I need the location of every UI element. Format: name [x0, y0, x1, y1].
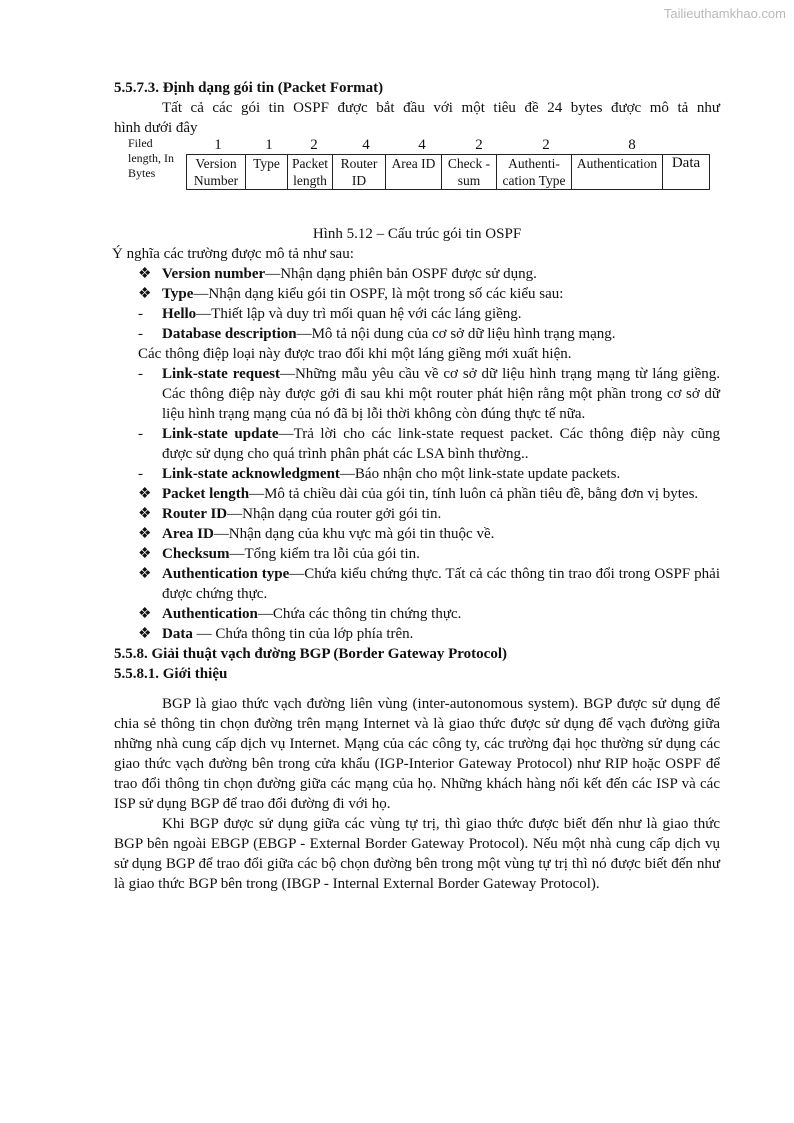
- field-authentication: Authentication: [572, 155, 663, 190]
- section-heading-5573: 5.5.7.3. Định dạng gói tin (Packet Format): [114, 80, 384, 96]
- table-row: [187, 155, 710, 190]
- list-item: ❖ Type—Nhận dạng kiểu gói tin OSPF, là một trong số các kiểu sau:: [138, 286, 564, 302]
- dash-bullet: -: [138, 306, 143, 322]
- intro-line-2: hình dưới đây: [114, 120, 198, 136]
- diamond-bullet-icon: ❖: [138, 546, 152, 562]
- intro-line-1: Tất cả các gói tin OSPF được bắt đầu với một tiêu đề 24 bytes được mô tả như: [162, 100, 720, 116]
- size-type: 1: [265, 137, 273, 153]
- diamond-bullet-icon: ❖: [138, 286, 152, 302]
- field-packet-length: Packet length: [288, 155, 333, 190]
- list-item: - Link-state acknowledgment—Báo nhận cho một link-state update packets.: [138, 466, 621, 482]
- field-version-number: Version Number: [187, 155, 246, 190]
- size-checksum: 2: [475, 137, 483, 153]
- packet-format-table: [186, 154, 710, 190]
- dash-bullet: -: [138, 466, 143, 482]
- document-page: [114, 78, 720, 894]
- list-item: ❖ Authentication type—Chứa kiểu chứng thực. Tất cả các thông tin trao đổi trong OSPF phải được chứng thực.: [138, 566, 720, 602]
- list-item: ❖ Area ID—Nhận dạng của khu vực mà gói tin thuộc về.: [138, 526, 495, 542]
- dash-bullet: -: [138, 366, 143, 382]
- list-item: ❖ Data — Chứa thông tin của lớp phía trên.: [138, 626, 414, 642]
- diamond-bullet-icon: ❖: [138, 626, 152, 642]
- diamond-bullet-icon: ❖: [138, 526, 152, 542]
- size-packet-length: 2: [310, 137, 318, 153]
- size-authentication: 8: [628, 137, 636, 153]
- section-heading-558: 5.5.8. Giải thuật vạch đường BGP (Border Gateway Protocol): [114, 646, 507, 662]
- size-version: 1: [214, 137, 222, 153]
- diamond-bullet-icon: ❖: [138, 606, 152, 622]
- diamond-bullet-icon: ❖: [138, 486, 152, 502]
- field-router-id: Router ID: [333, 155, 386, 190]
- diamond-bullet-icon: ❖: [138, 566, 152, 582]
- field-checksum: Check - sum: [442, 155, 497, 190]
- filed-length-label: Filed length, In Bytes: [128, 136, 174, 180]
- list-item: ❖ Packet length—Mô tả chiều dài của gói tin, tính luôn cả phần tiêu đề, bằng đơn vị bytes.: [138, 486, 699, 502]
- field-area-id: Area ID: [386, 155, 442, 190]
- packet-format-figure: [114, 138, 720, 206]
- dash-bullet: -: [138, 326, 143, 342]
- bgp-paragraph-1: BGP là giao thức vạch đường liên vùng (inter-autonomous system). BGP được sử dụng để chia sẻ thông tin chọn đường trên mạng Internet và là giao thức được sử dụng để vạch đường giữa những nhà cung cấp dịch vụ Internet. Mạng của các công ty, các trường đại học thường sử dụng các giao thức vạch đường bên trong cửa khẩu (IGP-Interior Gateway Protocol) như RIP hoặc OSPF để trao đổi thông tin chọn đường giữa các mạng của họ. Những khách hàng nối kết đến các ISP và các ISP sử dụng BGP để trao đổi đường đi với họ.: [114, 696, 720, 812]
- list-item: - Link-state update—Trả lời cho các link-state request packet. Các thông điệp này cũng được sử dụng cho quá trình phân phát các LSA bình thường..: [138, 426, 720, 462]
- field-auth-type: Authenti- cation Type: [497, 155, 572, 190]
- list-item: ❖ Checksum—Tổng kiểm tra lỗi của gói tin.: [138, 546, 420, 562]
- field-type: Type: [246, 155, 288, 190]
- size-area-id: 4: [418, 137, 426, 153]
- list-item: ❖ Router ID—Nhận dạng của router gởi gói tin.: [138, 506, 442, 522]
- fields-intro: Ý nghĩa các trường được mô tả như sau:: [112, 246, 354, 262]
- section-heading-5581: 5.5.8.1. Giới thiệu: [114, 666, 228, 682]
- size-auth-type: 2: [542, 137, 550, 153]
- figure-caption: Hình 5.12 – Cấu trúc gói tin OSPF: [312, 226, 522, 242]
- dbd-note: Các thông điệp loại này được trao đổi khi một láng giềng mới xuất hiện.: [138, 346, 572, 362]
- list-item: ❖ Authentication—Chứa các thông tin chứng thực.: [138, 606, 462, 622]
- watermark: Tailieuthamkhao.com: [663, 6, 786, 21]
- size-router-id: 4: [362, 137, 370, 153]
- bgp-paragraph-2: Khi BGP được sử dụng giữa các vùng tự trị, thì giao thức được biết đến như là giao thức BGP bên ngoài EBGP (EBGP - External Border Gateway Protocol). Nếu một nhà cung cấp dịch vụ sử dụng BGP để trao đổi giữa các bộ chọn đường bên trong một vùng tự trị thì nó được biết đến như là giao thức BGP bên trong (IBGP - Internal External Border Gateway Protocol).: [114, 816, 720, 892]
- diamond-bullet-icon: ❖: [138, 506, 152, 522]
- list-item: ❖ Version number—Nhận dạng phiên bản OSPF được sử dụng.: [138, 266, 537, 282]
- field-size-row: [186, 137, 726, 154]
- field-data: Data: [663, 155, 710, 190]
- list-item: - Hello—Thiết lập và duy trì mối quan hệ với các láng giềng.: [138, 306, 522, 322]
- diamond-bullet-icon: ❖: [138, 266, 152, 282]
- list-item: - Database description—Mô tả nội dung của cơ sở dữ liệu hình trạng mạng.: [138, 326, 616, 342]
- list-item: - Link-state request—Những mẫu yêu cầu về cơ sở dữ liệu hình trạng mạng từ láng giềng. Các thông điệp này được gởi đi sau khi một router phát hiện rằng một phần trong cơ sở dữ liệu hình trạng mạng của nó đã bị lỗi thời không còn đúng thực tế nữa.: [138, 366, 720, 422]
- dash-bullet: -: [138, 426, 143, 442]
